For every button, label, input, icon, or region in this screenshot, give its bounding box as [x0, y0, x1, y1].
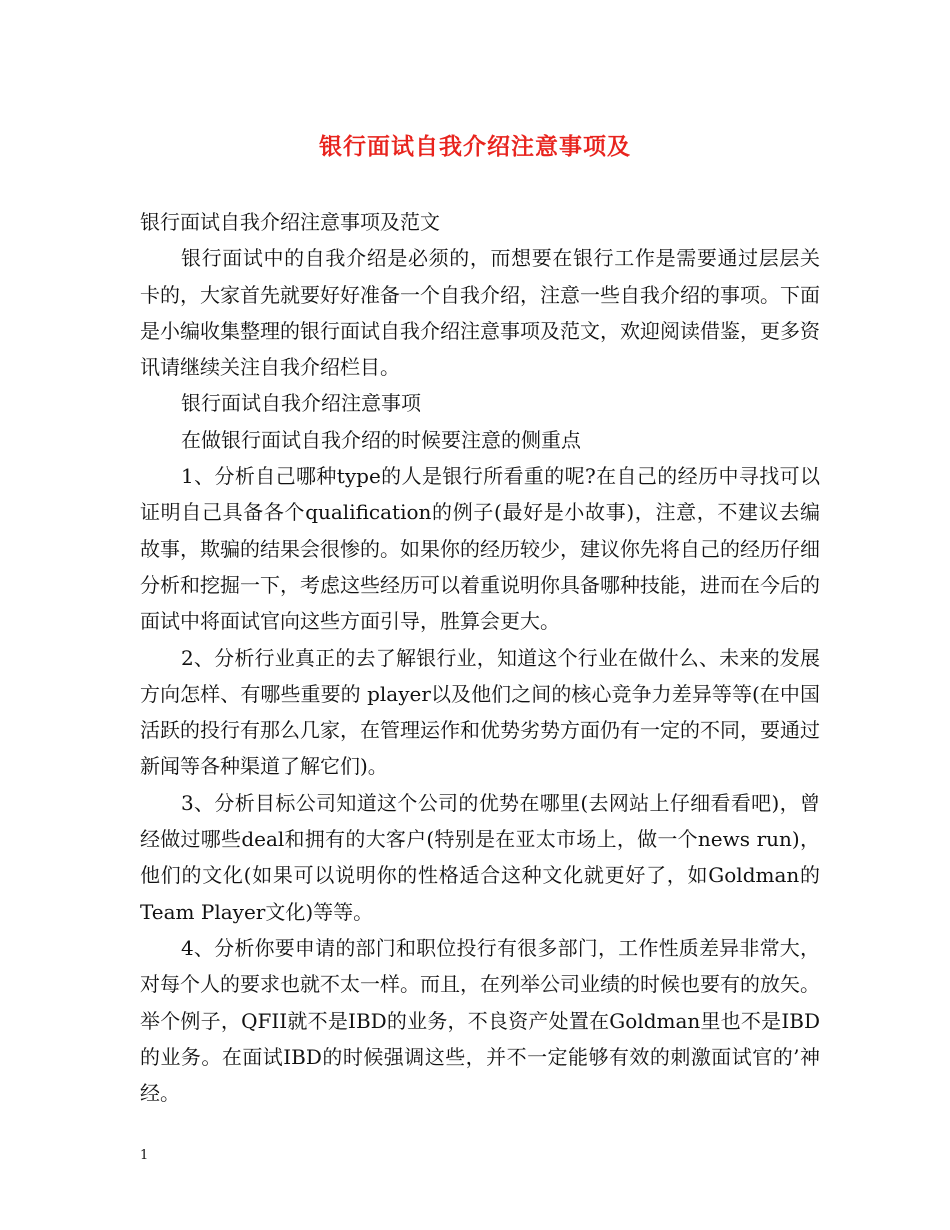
paragraph-point-4: 4、分析你要申请的部门和职位投行有很多部门，工作性质差异非常大，对每个人的要求也就不太一样。而且，在列举公司业绩的时候也要有的放矢。举个例子，QFII就不是IBD的业务，不良资产处置在Goldman里也不是IBD的业务。在面试IBD的时候强调这些，并不一定能够有效的刺激面试官的’神经。 — [140, 935, 820, 1106]
document-title: 银行面试自我介绍注意事项及 — [319, 133, 631, 160]
paragraph-section-heading: 银行面试自我介绍注意事项 — [181, 391, 421, 416]
paragraph-subtitle: 银行面试自我介绍注意事项及范文 — [140, 210, 440, 234]
document-body — [140, 204, 820, 1111]
paragraph-point-3: 3、分析目标公司知道这个公司的优势在哪里(去网站上仔细看看吧)，曾经做过哪些deal和拥有的大客户(特别是在亚太市场上，做一个news run)，他们的文化(如果可以说明你的性格适合这种文化就更好了，如Goldman的Team Player文化)等等。 — [140, 790, 820, 924]
paragraph-focus-points: 在做银行面试自我介绍的时候要注意的侧重点 — [181, 427, 581, 452]
paragraph-point-2: 2、分析行业真正的去了解银行业，知道这个行业在做什么、未来的发展方向怎样、有哪些重要的 player以及他们之间的核心竞争力差异等等(在中国活跃的投行有那么几家，在管理运作和优势劣势方面仍有一定的不同，要通过新闻等各种渠道了解它们)。 — [140, 645, 820, 779]
paragraph-point-1: 1、分析自己哪种type的人是银行所看重的呢?在自己的经历中寻找可以证明自己具备各个qualification的例子(最好是小故事)，注意，不建议去编故事，欺骗的结果会很惨的。如果你的经历较少，建议你先将自己的经历仔细分析和挖掘一下，考虑这些经历可以着重说明你具备哪种技能，进而在今后的面试中将面试官向这些方面引导，胜算会更大。 — [140, 464, 820, 634]
page-number: 1 — [140, 1148, 149, 1163]
paragraph-intro: 银行面试中的自我介绍是必须的，而想要在银行工作是需要通过层层关卡的，大家首先就要好好准备一个自我介绍，注意一些自我介绍的事项。下面是小编收集整理的银行面试自我介绍注意事项及范文，欢迎阅读借鉴，更多资讯请继续关注自我介绍栏目。 — [140, 246, 820, 380]
